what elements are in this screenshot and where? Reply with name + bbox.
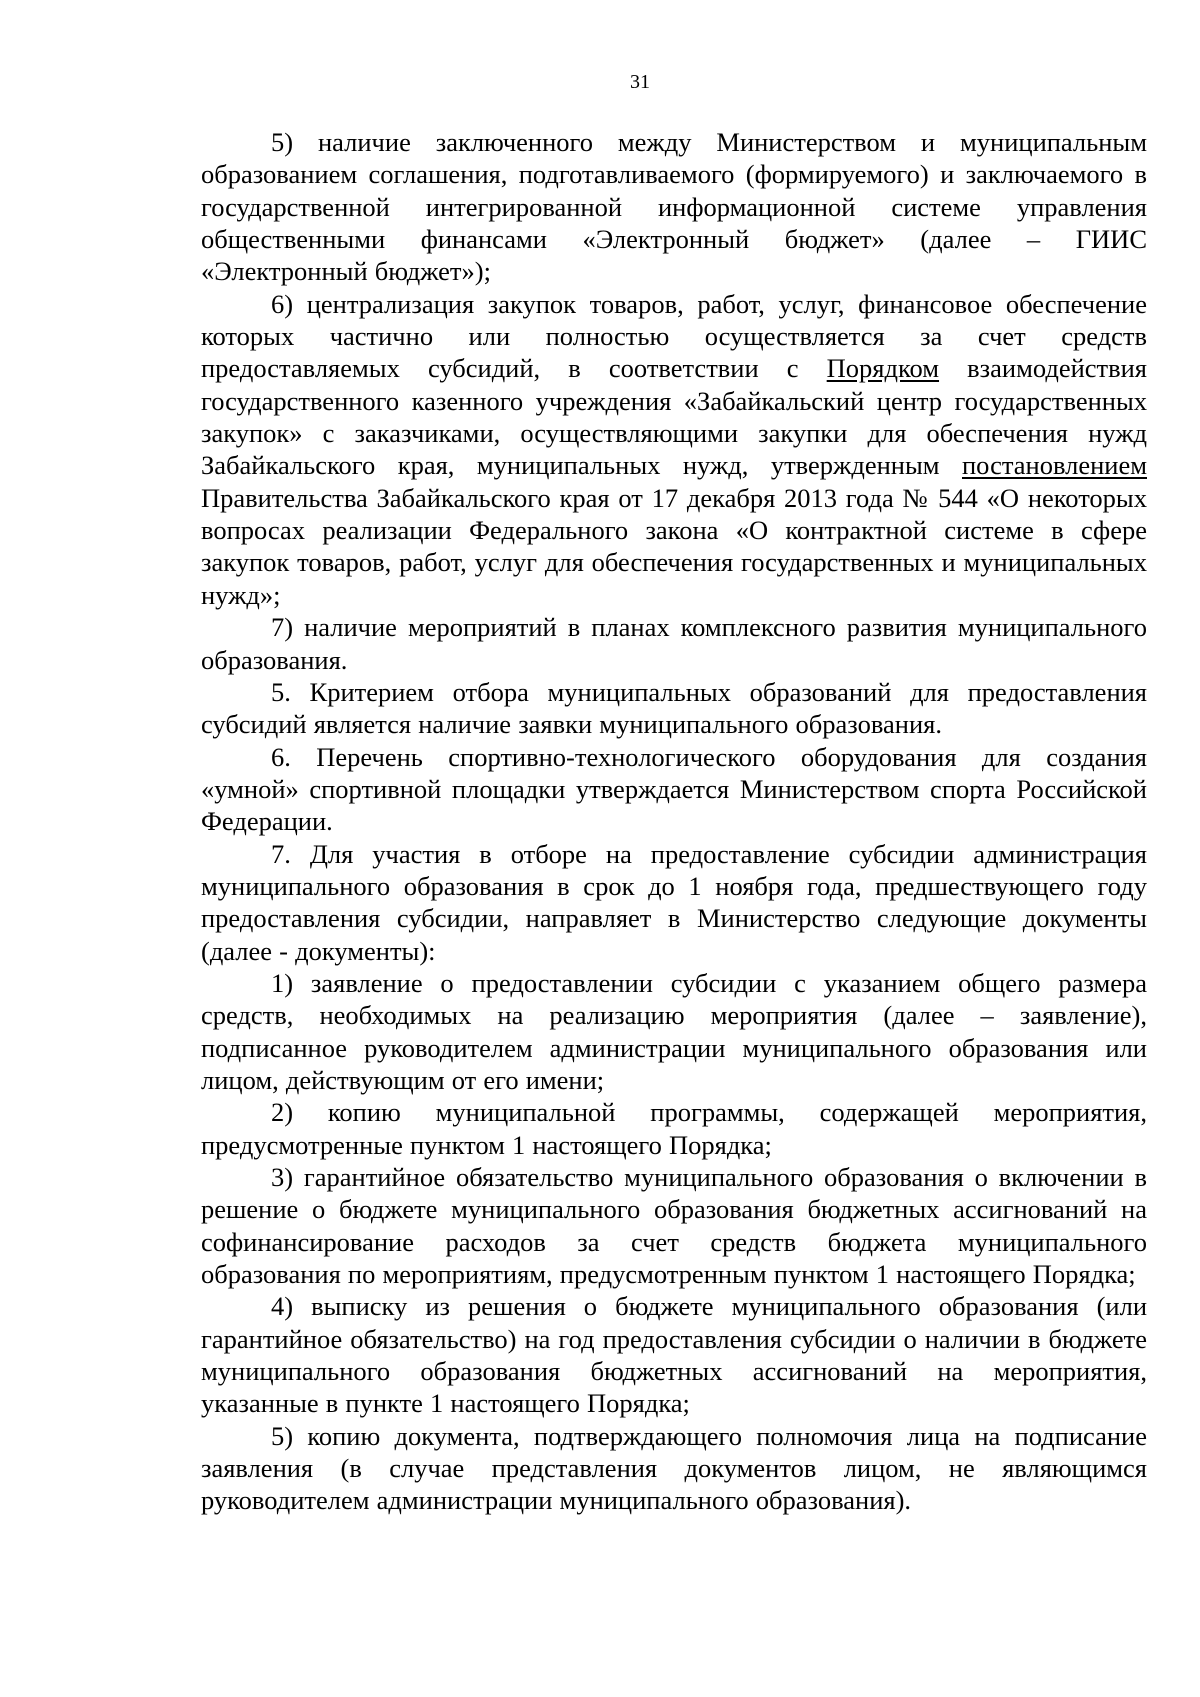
paragraph-document-4: 4) выписку из решения о бюджете муниципального образования (или гарантийное обязательство) на год предоставления субсидии о наличии в бюджете муниципального образования бюджетных ассигнований на мероприятия, указанные в пункте 1 настоящего Порядка; [201, 1291, 1147, 1419]
paragraph-text: Правительства Забайкальского края от 17 декабря 2013 года № 544 «О некоторых вопросах реализации Федерального закона «О контрактной системе в сфере закупок товаров, работ, услуг для обеспечения государственных и муниципальных нужд»; [201, 482, 1147, 610]
page-number: 31 [630, 71, 650, 93]
paragraph-text: 6) централизация закупок товаров, работ, услуг, финансовое обеспечение которых частично или полностью осуществляется за счет средств предоставляемых субсидий, в соответствии с [201, 288, 1147, 384]
paragraph-clause-6: 6. Перечень спортивно-технологического оборудования для создания «умной» спортивной площадки утверждается Министерством спорта Российской Федерации. [201, 741, 1147, 837]
paragraph-condition-7: 7) наличие мероприятий в планах комплексного развития муниципального образования. [201, 612, 1147, 675]
paragraph-document-5: 5) копию документа, подтверждающего полномочия лица на подписание заявления (в случае представления документов лицом, не являющимся руководителем администрации муниципального образования). [201, 1420, 1147, 1516]
document-body [201, 126, 1147, 1517]
paragraph-clause-7: 7. Для участия в отборе на предоставление субсидии администрация муниципального образования в срок до 1 ноября года, предшествующего году предоставления субсидии, направляет в Министерство следующие документы (далее - документы): [201, 838, 1147, 966]
paragraph-document-1: 1) заявление о предоставлении субсидии с указанием общего размера средств, необходимых на реализацию мероприятия (далее – заявление), подписанное руководителем администрации муниципального образования или лицом, действующим от его имени; [201, 967, 1147, 1095]
paragraph-condition-5: 5) наличие заключенного между Министерством и муниципальным образованием соглашения, подготавливаемого (формируемого) и заключаемого в государственной интегрированной информационной системе управления общественными финансами «Электронный бюджет» (далее – ГИИС «Электронный бюджет»); [201, 127, 1147, 287]
paragraph-document-2: 2) копию муниципальной программы, содержащей мероприятия, предусмотренные пунктом 1 настоящего Порядка; [201, 1097, 1147, 1160]
link-postanovlenie[interactable]: постановлением [962, 450, 1147, 481]
paragraph-text: взаимодействия государственного казенного учреждения «Забайкальский центр государственных закупок» с заказчиками, осуществляющими закупки для обеспечения нужд Забайкальского края, муниципальных нужд, утвержденным [201, 353, 1147, 481]
paragraph-document-3: 3) гарантийное обязательство муниципального образования о включении в решение о бюджете муниципального образования бюджетных ассигнований на софинансирование расходов за счет средств бюджета муниципального образования по мероприятиям, предусмотренным пунктом 1 настоящего Порядка; [201, 1162, 1147, 1290]
paragraph-clause-5: 5. Критерием отбора муниципальных образований для предоставления субсидий является наличие заявки муниципального образования. [201, 676, 1147, 740]
paragraph-condition-6 [201, 288, 1147, 611]
link-poryadok[interactable]: Порядком [826, 353, 940, 384]
